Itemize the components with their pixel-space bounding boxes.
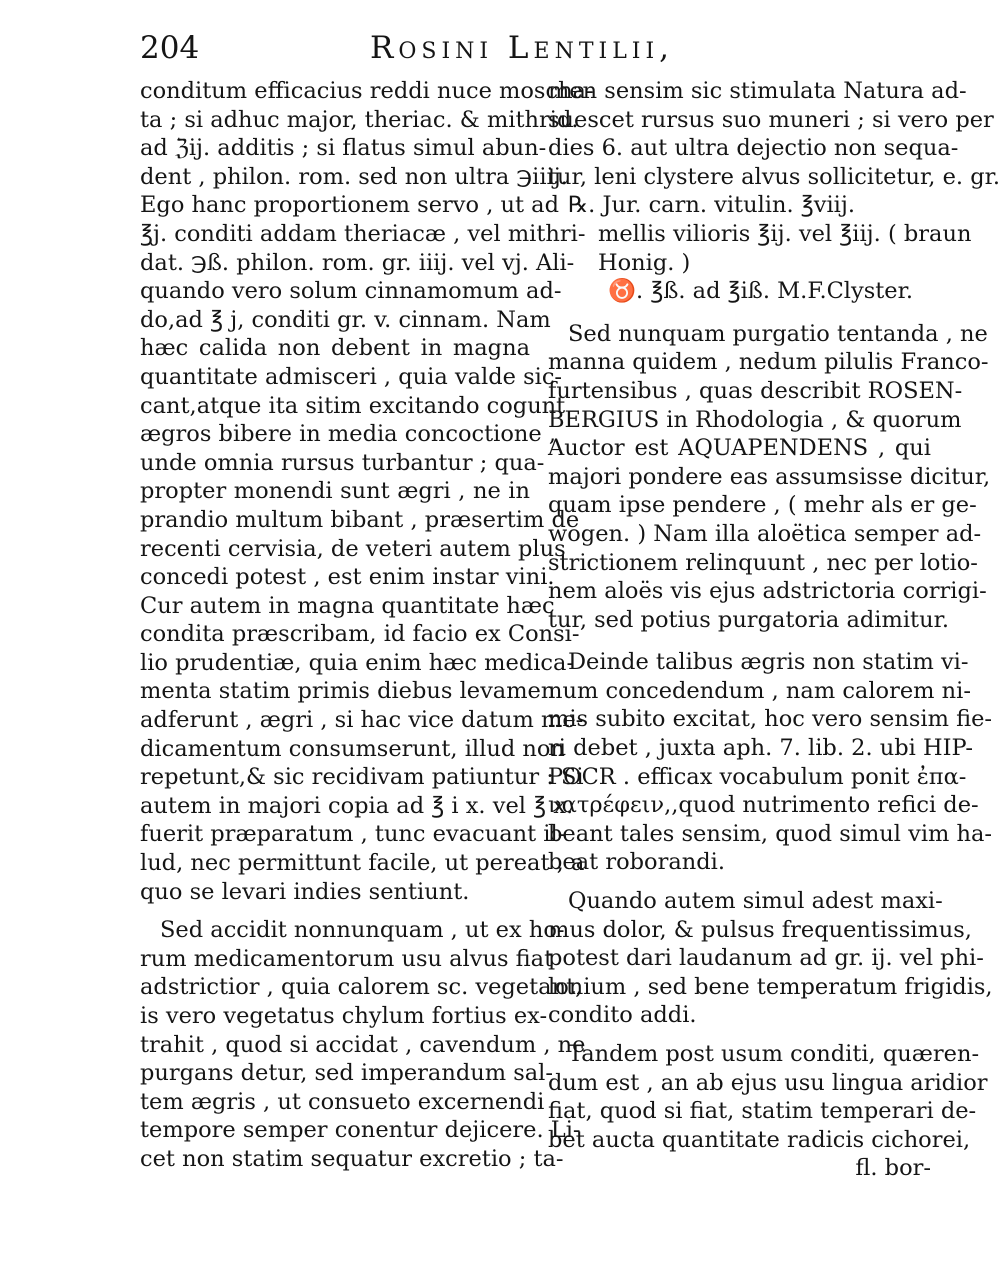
text-line: mis subito excitat, hoc vero sensim fie- (548, 706, 992, 733)
text-line: Cur autem in magna quantitate hæc (140, 592, 555, 619)
text-line: Sed accidit nonnunquam , ut ex ho- (160, 917, 565, 944)
text-line: fl. bor- (855, 1155, 931, 1182)
text-line: Sed nunquam purgatio tentanda , ne (568, 320, 988, 347)
text-line: ℞. Jur. carn. vitulin. ℥viij. (568, 192, 855, 219)
text-line: Deinde talibus ægris non statim vi- (568, 649, 969, 676)
text-line: quando vero solum cinnamomum ad- (140, 278, 562, 305)
text-line: ægros bibere in media concoctione , (140, 421, 557, 448)
text-line: autem in majori copia ad ℥ i x. vel ℥ x. (140, 792, 574, 819)
text-line: Honig. ) (598, 249, 691, 276)
text-line: men sensim sic stimulata Natura ad- (548, 78, 967, 104)
page-header (140, 30, 930, 80)
text-line: recenti cervisia, de veteri autem plus (140, 535, 566, 562)
text-line: strictionem relinquunt , nec per lotio- (548, 549, 978, 576)
text-line: ad ℨij. additis ; si flatus simul abun- (140, 135, 547, 162)
text-line: dent , philon. rom. sed non ultra ℈iiij. (140, 163, 568, 190)
text-line: repetunt,& sic recidivam patiuntur : Si (140, 764, 584, 791)
text-line: Tandem post usum conditi, quæren- (568, 1041, 980, 1067)
text-line: purgans detur, sed imperandum sal- (140, 1060, 553, 1087)
text-line: tur, sed potius purgatoria adimitur. (548, 606, 950, 633)
paragraph-gap (140, 906, 530, 916)
paragraph-gap (548, 877, 931, 887)
text-line: quo se levari indies sentiunt. (140, 878, 470, 905)
text-line: bet aucta quantitate radicis cichorei, (548, 1126, 971, 1153)
text-line: POCR . efficax vocabulum ponit ἐπα- (548, 763, 967, 790)
text-line: fuerit præparatum , tunc evacuant il- (140, 821, 566, 848)
paragraph-gap (548, 306, 931, 320)
text-line: beat roborandi. (548, 849, 725, 876)
text-line: prandio multum bibant , præsertim de (140, 506, 580, 533)
text-line: condita præscribam, id facio ex Consi- (140, 621, 580, 648)
text-line: mus dolor, & pulsus frequentissimus, (548, 916, 972, 943)
page-number: 204 (140, 30, 200, 66)
text-line: majori pondere eas assumsisse dicitur, (548, 463, 991, 490)
text-line: νατρέφειν,,quod nutrimento refici de- (548, 792, 979, 819)
text-line: tempore semper conentur dejicere. Li- (140, 1117, 581, 1144)
text-line: dum est , an ab ejus usu lingua aridior (548, 1069, 988, 1096)
paragraph-gap (548, 1030, 931, 1040)
text-line: concedi potest , est enim instar vini. (140, 564, 555, 591)
text-line: mellis vilioris ℥ij. vel ℥iij. ( braun (598, 220, 972, 247)
running-head: Rosini Lentilii, (370, 30, 675, 66)
text-line: dies 6. aut ultra dejectio non sequa- (548, 135, 959, 162)
text-line: wogen. ) Nam illa aloëtica semper ad- (548, 520, 982, 547)
text-line: quantitate admisceri , quia valde sic- (140, 363, 563, 390)
text-line: ♉. ℥ß. ad ℥iß. M.F.Clyster. (608, 278, 914, 305)
right-column (548, 77, 1000, 1183)
text-line: dicamentum consumserunt, illud non (140, 735, 565, 762)
text-line: is vero vegetatus chylum fortius ex- (140, 1003, 548, 1029)
text-line: Auctor est AQUAPENDENS , qui (548, 435, 931, 462)
text-line: condito addi. (548, 1002, 697, 1029)
text-line: Quando autem simul adest maxi- (568, 888, 943, 915)
text-line: manna quidem , nedum pilulis Franco- (548, 349, 989, 376)
text-line: BERGIUS in Rhodologia , & quorum (548, 406, 962, 433)
text-line: tem ægris , ut consueto excernendi (140, 1088, 545, 1115)
text-line: cet non statim sequatur excretio ; ta- (140, 1145, 564, 1172)
text-line: adstrictior , quia calorem sc. vegetant, (140, 974, 583, 1001)
text-line: do,ad ℥ j, conditi gr. v. cinnam. Nam (140, 306, 551, 333)
text-line: beant tales sensim, quod simul vim ha- (548, 820, 993, 847)
text-line: rum medicamentorum usu alvus fiat (140, 945, 554, 972)
text-line: tur, leni clystere alvus sollicitetur, e. gr. (548, 163, 1000, 190)
paragraph-gap (548, 634, 931, 648)
text-line: adferunt , ægri , si hac vice datum me- (140, 707, 584, 734)
text-line: Ego hanc proportionem servo , ut ad (140, 192, 559, 219)
text-line: lio prudentiæ, quia enim hæc medica- (140, 649, 575, 676)
text-line: menta statim primis diebus levamen (140, 678, 556, 705)
text-line: propter monendi sunt ægri , ne in (140, 478, 530, 505)
text-line: trahit , quod si accidat , cavendum , ne (140, 1031, 586, 1058)
text-line: fiat, quod si fiat, statim temperari de- (548, 1098, 977, 1125)
text-line: ri debet , juxta aph. 7. lib. 2. ubi HIP- (548, 735, 974, 762)
text-line: ta ; si adhuc major, theriac. & mithrid. (140, 106, 579, 133)
text-line: ℥j. conditi addam theriacæ , vel mithri- (140, 220, 586, 247)
text-line: nem aloës vis ejus adstrictoria corrigi- (548, 578, 987, 605)
text-line: num concedendum , nam calorem ni- (548, 677, 971, 704)
text-line: hæc calida non debent in magna (140, 335, 530, 362)
text-line: cant,atque ita sitim excitando cogunt (140, 392, 566, 419)
text-line: furtensibus , quas describit ROSEN- (548, 377, 963, 404)
text-line: dat. ℈ß. philon. rom. gr. iiij. vel vj. Ali- (140, 249, 575, 276)
text-line: unde omnia rursus turbantur ; qua- (140, 449, 545, 476)
text-line: quam ipse pendere , ( mehr als er ge- (548, 492, 977, 519)
text-line: conditum efficacius reddi nuce moscha- (140, 78, 594, 104)
text-line: lud, nec permittunt facile, ut pereat , a (140, 850, 585, 877)
text-line: lonium , sed bene temperatum frigidis, (548, 973, 993, 1000)
left-column (140, 77, 594, 1174)
text-line: potest dari laudanum ad gr. ij. vel phi- (548, 945, 984, 972)
text-line: suescet rursus suo muneri ; si vero per (548, 106, 994, 133)
